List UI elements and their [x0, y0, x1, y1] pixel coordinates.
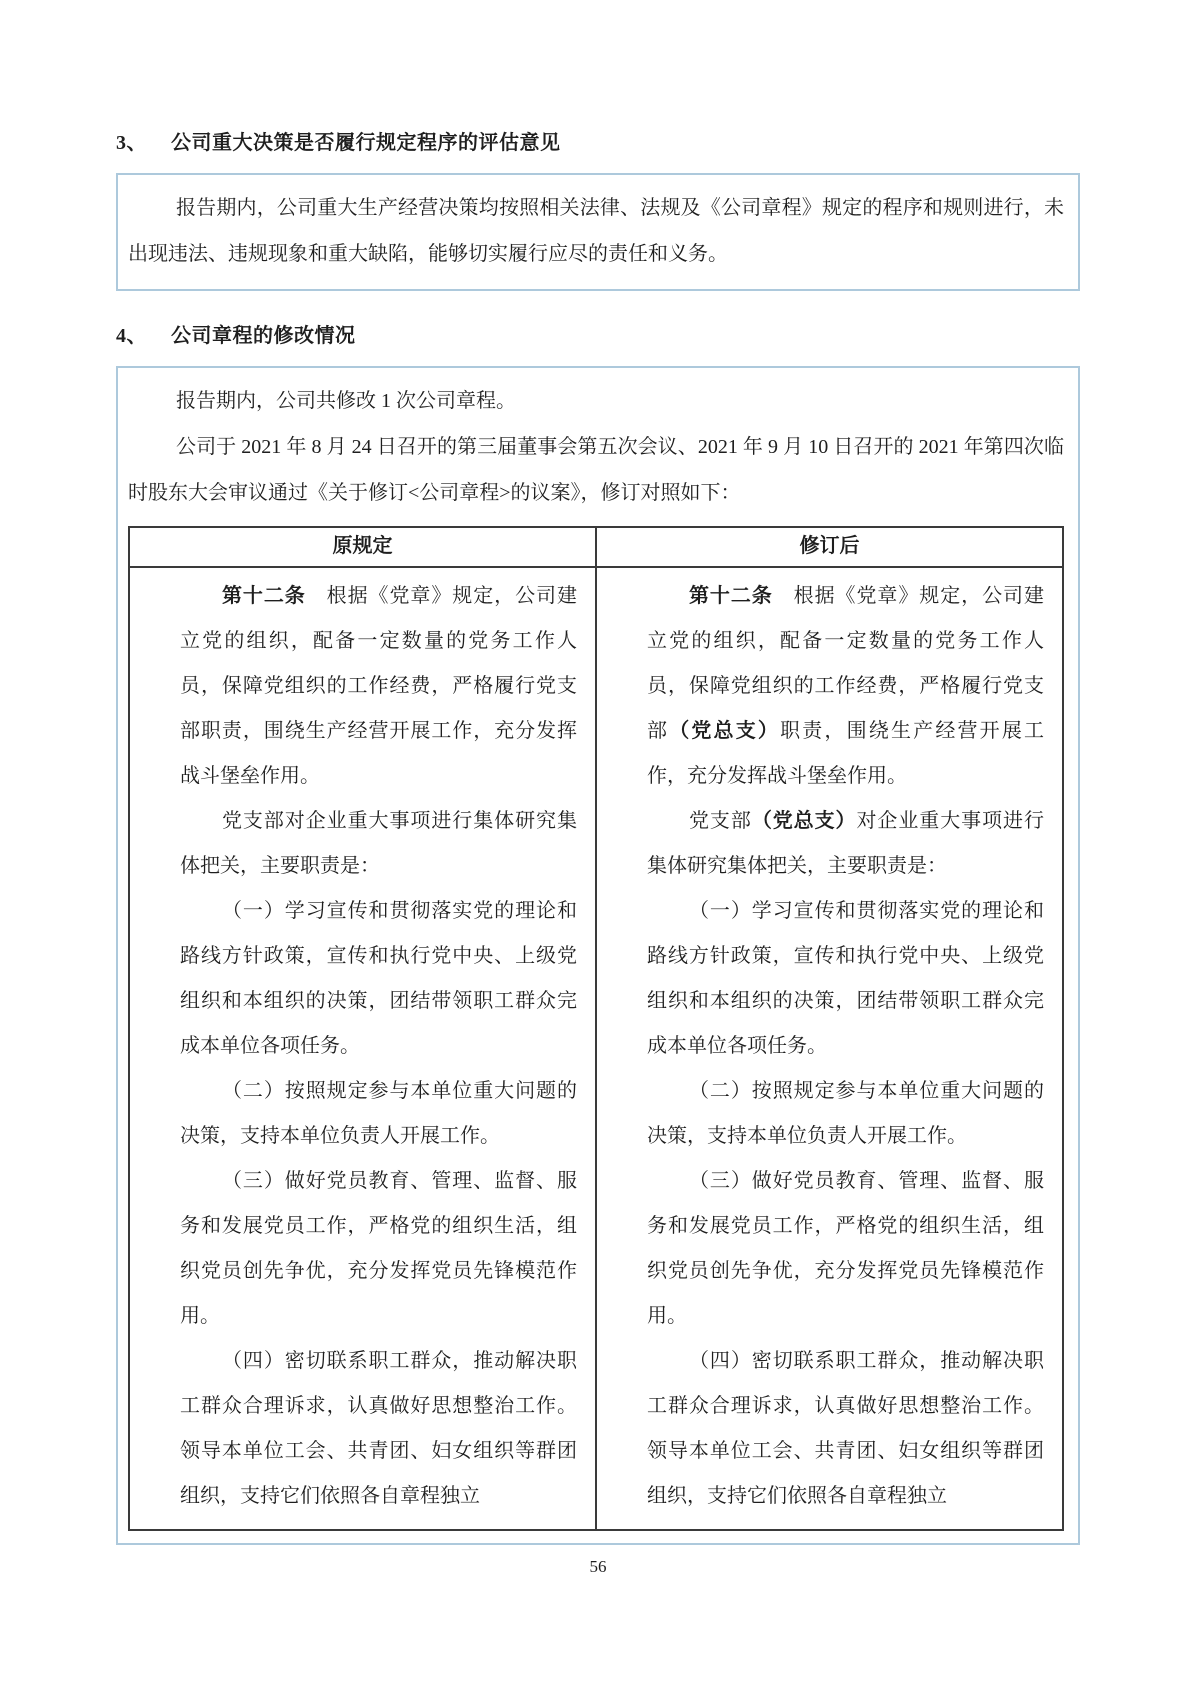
original-provision-column-header: 原规定	[129, 527, 596, 567]
section-4-paragraph-2: 公司于 2021 年 8 月 24 日召开的第三届董事会第五次会议、2021 年 9 月 10 日召开的 2021 年第四次临时股东大会审议通过《关于修订<公司章程>的议案》，修订对照如下：	[128, 436, 1064, 504]
table-cell-paragraph: （一）学习宣传和贯彻落实党的理论和路线方针政策，宣传和执行党中央、上级党组织和本组织的决策，团结带领职工群众完成本单位各项任务。	[180, 900, 577, 1057]
table-header-row	[129, 527, 1063, 567]
section-4	[116, 323, 1080, 1545]
section-4-number: 4、	[116, 325, 147, 347]
charter-amendment-comparison-table	[128, 526, 1064, 1531]
section-3-number: 3、	[116, 132, 147, 154]
table-body-row	[129, 567, 1063, 1530]
original-provision-cell	[129, 567, 596, 1530]
section-3	[116, 130, 1080, 291]
section-4-heading	[116, 323, 1080, 350]
section-4-content-box	[116, 366, 1080, 1545]
revised-provision-cell	[596, 567, 1063, 1530]
table-cell-paragraph: （三）做好党员教育、管理、监督、服务和发展党员工作，严格党的组织生活，组织党员创先争优，充分发挥党员先锋模范作用。	[180, 1170, 577, 1327]
section-3-content-box	[116, 173, 1080, 291]
table-cell-paragraph: （二）按照规定参与本单位重大问题的决策，支持本单位负责人开展工作。	[180, 1080, 577, 1147]
section-3-heading	[116, 130, 1080, 157]
table-cell-paragraph: 党支部（党总支）对企业重大事项进行集体研究集体把关，主要职责是：	[647, 810, 1044, 877]
page-number: 56	[589, 1557, 607, 1576]
table-cell-paragraph: 第十二条 根据《党章》规定，公司建立党的组织，配备一定数量的党务工作人员，保障党组织的工作经费，严格履行党支部（党总支）职责，围绕生产经营开展工作，充分发挥战斗堡垒作用。	[647, 585, 1045, 787]
section-3-title: 公司重大决策是否履行规定程序的评估意见	[171, 132, 561, 154]
section-3-paragraph: 报告期内，公司重大生产经营决策均按照相关法律、法规及《公司章程》规定的程序和规则进行，未出现违法、违规现象和重大缺陷，能够切实履行应尽的责任和义务。	[128, 197, 1064, 265]
table-cell-paragraph: （四）密切联系职工群众，推动解决职工群众合理诉求，认真做好思想整治工作。领导本单位工会、共青团、妇女组织等群团组织，支持它们依照各自章程独立	[647, 1350, 1044, 1507]
table-cell-paragraph: 第十二条 根据《党章》规定，公司建立党的组织，配备一定数量的党务工作人员，保障党组织的工作经费，严格履行党支部职责，围绕生产经营开展工作，充分发挥战斗堡垒作用。	[180, 585, 577, 787]
table-cell-paragraph: （二）按照规定参与本单位重大问题的决策，支持本单位负责人开展工作。	[647, 1080, 1044, 1147]
table-cell-paragraph: （一）学习宣传和贯彻落实党的理论和路线方针政策，宣传和执行党中央、上级党组织和本组织的决策，团结带领职工群众完成本单位各项任务。	[647, 900, 1044, 1057]
section-4-paragraph-1: 报告期内，公司共修改 1 次公司章程。	[176, 390, 516, 412]
table-cell-paragraph: （四）密切联系职工群众，推动解决职工群众合理诉求，认真做好思想整治工作。领导本单位工会、共青团、妇女组织等群团组织，支持它们依照各自章程独立	[180, 1350, 577, 1507]
section-4-title: 公司章程的修改情况	[171, 325, 356, 347]
revised-provision-column-header: 修订后	[596, 527, 1063, 567]
table-cell-paragraph: 党支部对企业重大事项进行集体研究集体把关，主要职责是：	[180, 810, 577, 877]
table-cell-paragraph: （三）做好党员教育、管理、监督、服务和发展党员工作，严格党的组织生活，组织党员创先争优，充分发挥党员先锋模范作用。	[647, 1170, 1044, 1327]
